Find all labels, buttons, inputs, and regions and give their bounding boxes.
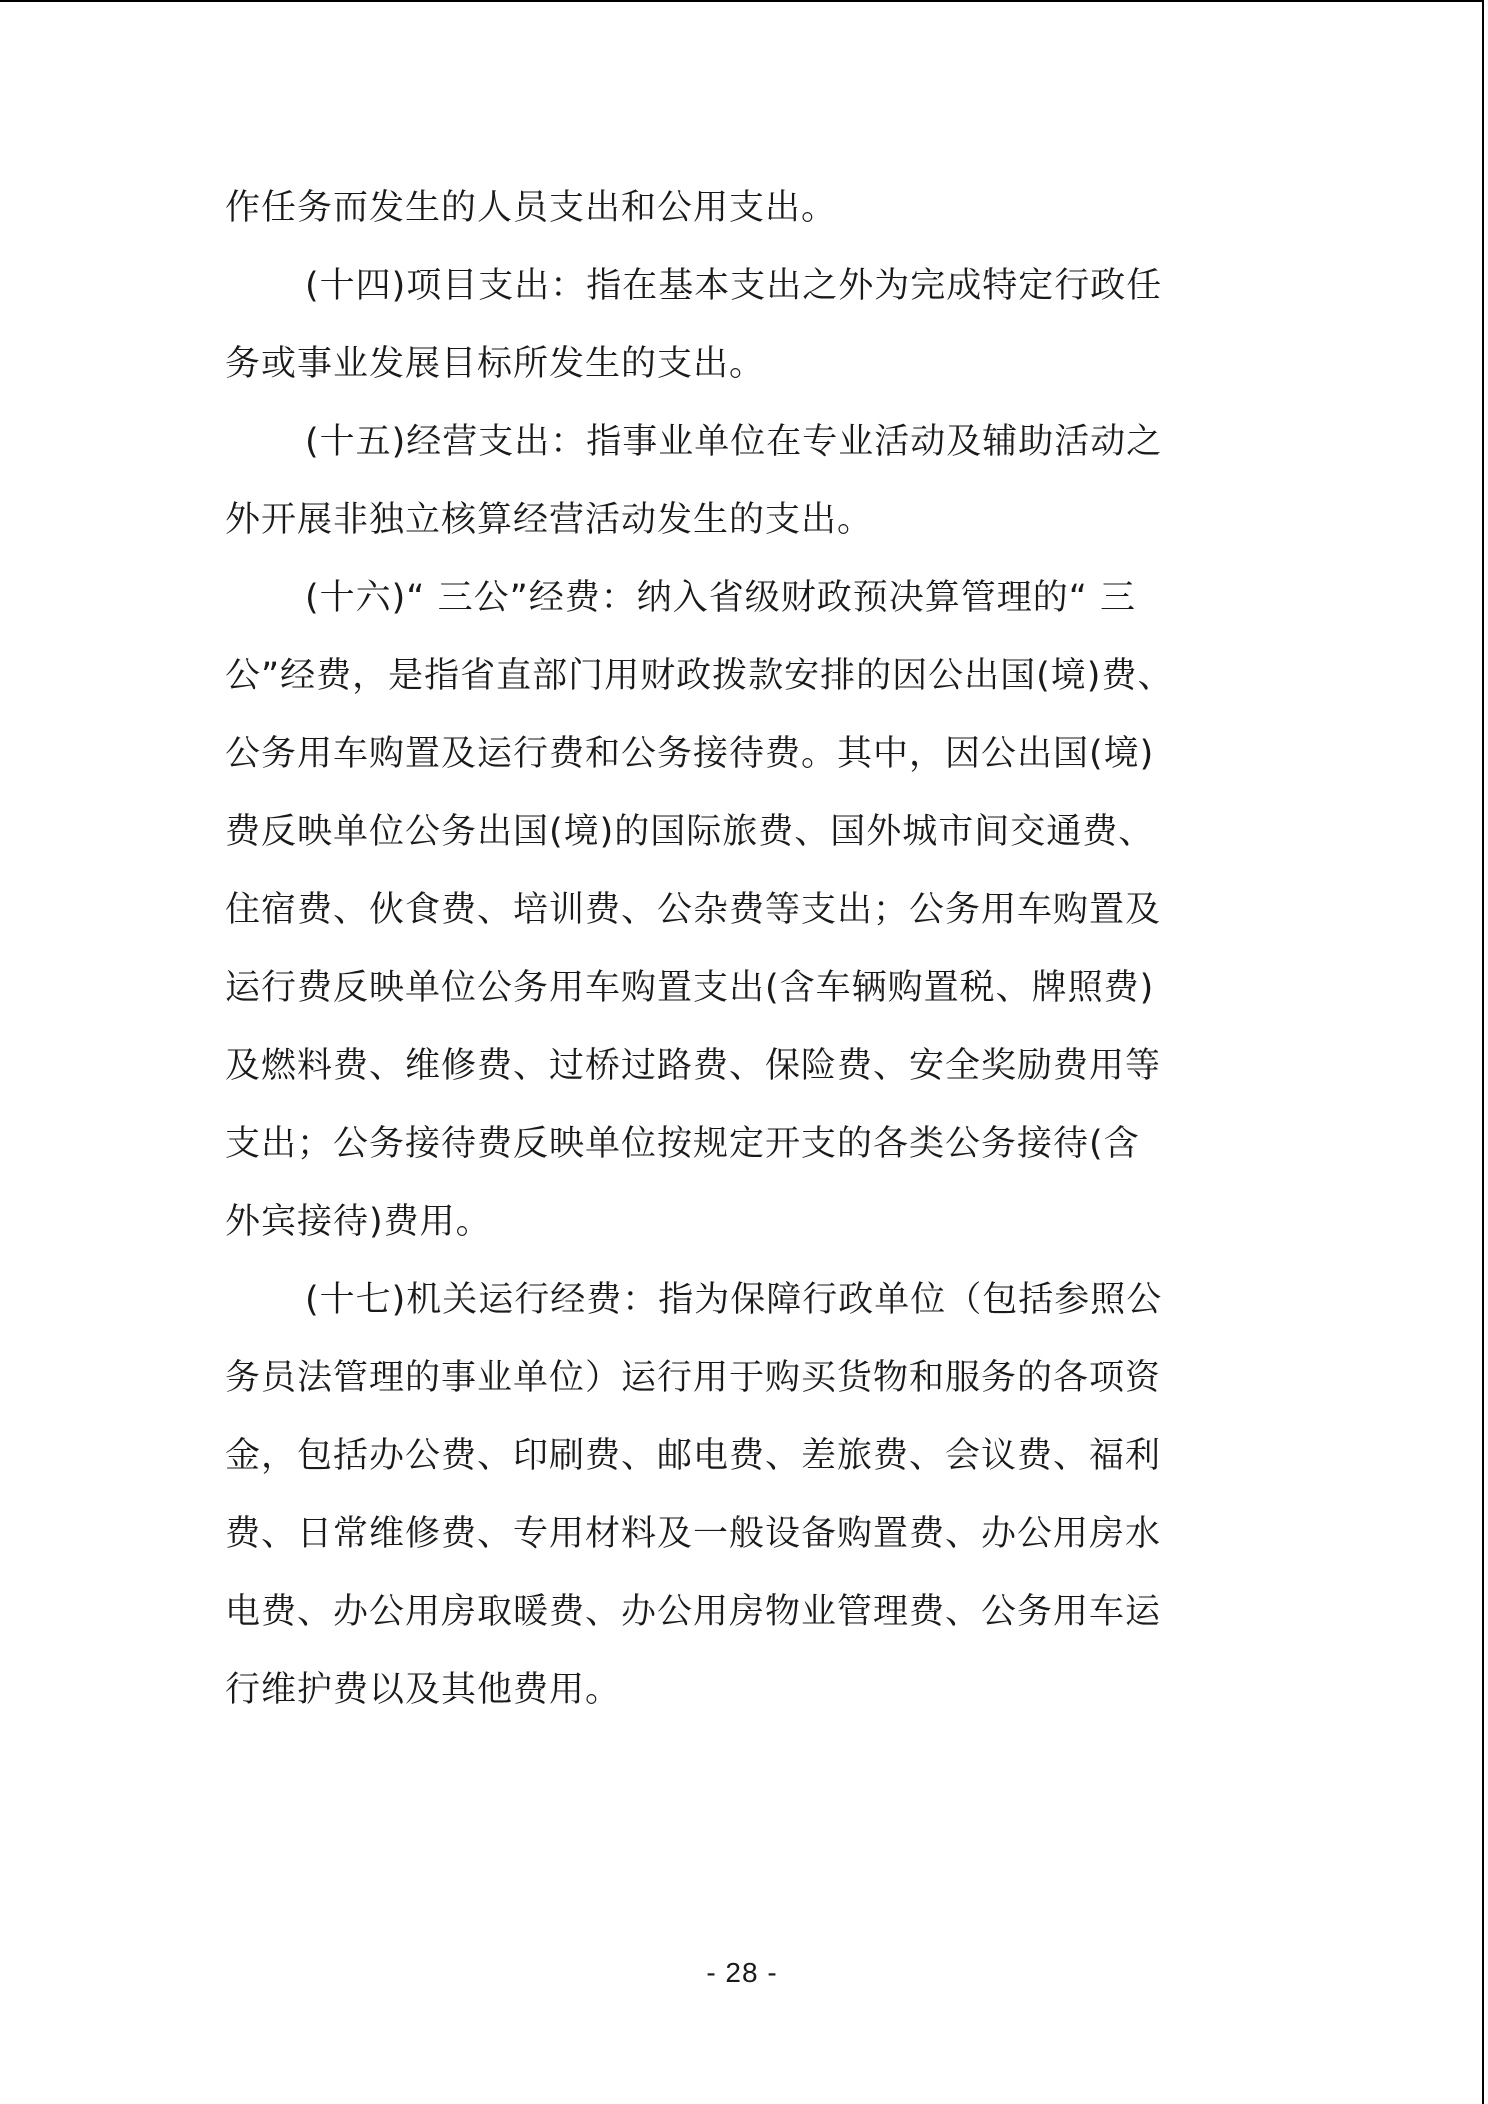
text-line: 住宿费、伙食费、培训费、公杂费等支出；公务用车购置及 [225,890,1162,930]
text-line: 外开展非独立核算经营活动发生的支出。 [225,500,874,540]
text-line: 作任务而发生的人员支出和公用支出。 [225,188,838,228]
text-line: 及燃料费、维修费、过桥过路费、保险费、安全奖励费用等 [225,1046,1162,1086]
page-number: - 28 - [706,1957,778,1988]
paragraph-14-start: (十四)项目支出：指在基本支出之外为完成特定行政任 [305,266,1163,306]
text-line: 运行费反映单位公务用车购置支出(含车辆购置税、牌照费) [225,968,1155,1008]
paragraph-15-start: (十五)经营支出：指事业单位在专业活动及辅助活动之 [305,422,1163,462]
text-line: 公务用车购置及运行费和公务接待费。其中，因公出国(境) [225,734,1155,774]
text-line: 务员法管理的事业单位）运行用于购买货物和服务的各项资 [225,1358,1162,1398]
text-line: 金，包括办公费、印刷费、邮电费、差旅费、会议费、福利 [225,1436,1162,1476]
body-text [225,169,1268,1729]
text-line: 费反映单位公务出国(境)的国际旅费、国外城市间交通费、 [225,812,1155,852]
text-line: 支出；公务接待费反映单位按规定开支的各类公务接待(含 [225,1124,1140,1164]
text-line: 公”经费，是指省直部门用财政拨款安排的因公出国(境)费、 [225,656,1174,696]
paragraph-17-start: (十七)机关运行经费：指为保障行政单位（包括参照公 [305,1280,1163,1320]
text-line: 务或事业发展目标所发生的支出。 [225,344,766,384]
text-line: 行维护费以及其他费用。 [225,1670,622,1710]
text-line: 外宾接待)费用。 [225,1202,492,1242]
paragraph-16-start: (十六)“ 三公”经费：纳入省级财政预决算管理的“ 三 [305,578,1136,618]
text-line: 电费、办公用房取暖费、办公用房物业管理费、公务用车运 [225,1592,1162,1632]
text-line: 费、日常维修费、专用材料及一般设备购置费、办公用房水 [225,1514,1162,1554]
